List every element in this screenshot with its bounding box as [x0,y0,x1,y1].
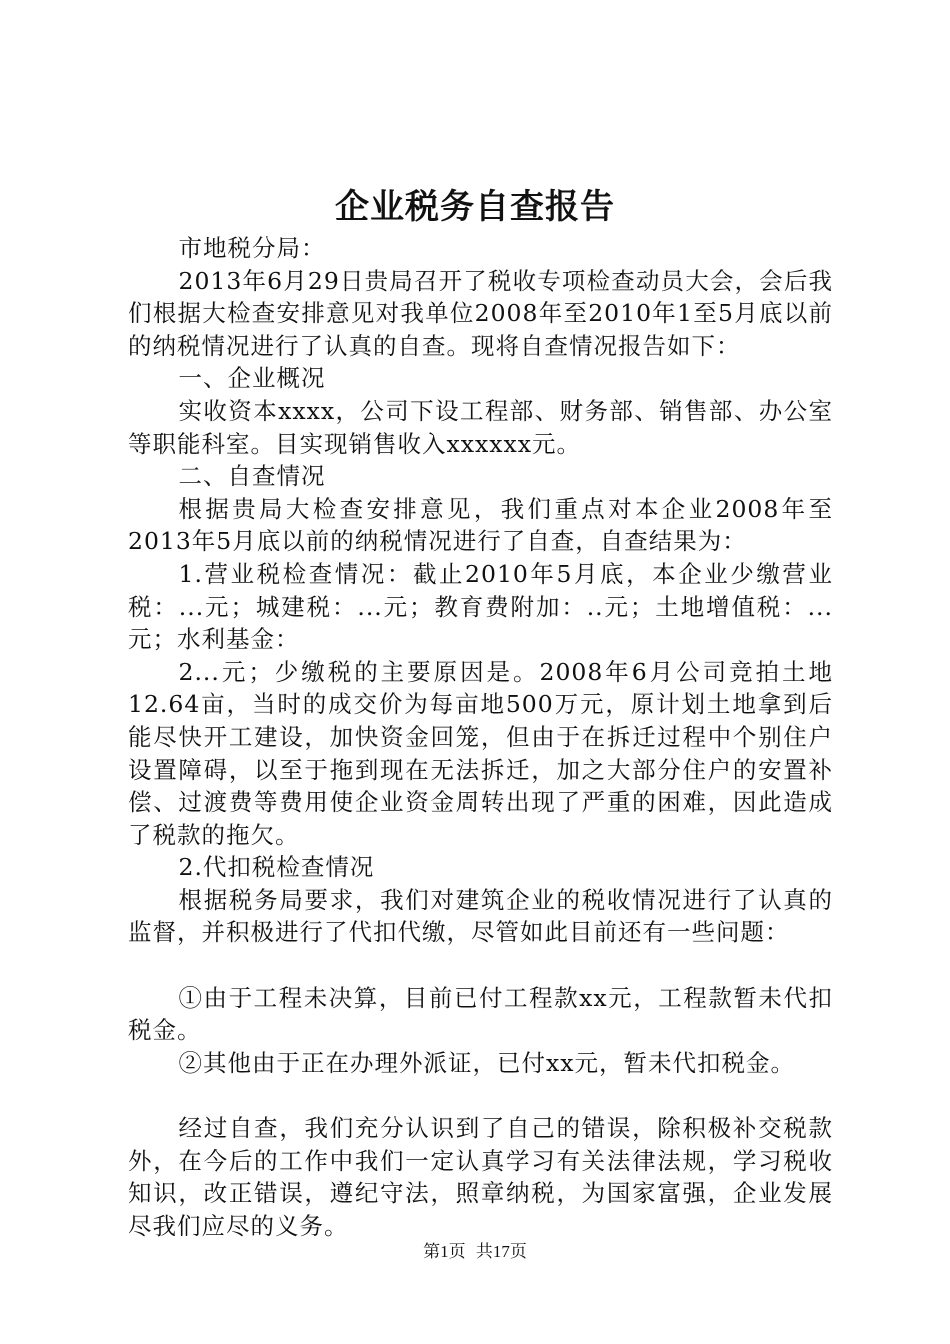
page-total: 共17页 [475,1242,527,1261]
section-heading-overview: 一、企业概况 [178,364,326,393]
document-body [128,232,833,1242]
salutation: 市地税分局： [178,234,326,262]
issue-item-2: ②其他由于正在办理外派证，已付xx元，暂未代扣税金。 [178,1048,796,1077]
intro-paragraph: 2013年6月29日贵局召开了税收专项检查动员大会，会后我们根据大检查安排意见对我单位2008年至2010年1至5月底以前的纳税情况进行了认真的自查。现将自查情况报告如下： [128,266,833,360]
blank-line [128,949,833,982]
section-heading-self-check: 二、自查情况 [178,462,326,491]
document-title: 企业税务自查报告 [335,187,615,227]
blank-line [128,1079,833,1112]
overview-paragraph: 实收资本xxxx，公司下设工程部、财务部、销售部、办公室等职能科室。目实现销售收入xxxxxx元。 [128,396,833,458]
self-check-paragraph: 根据贵局大检查安排意见，我们重点对本企业2008年至2013年5月底以前的纳税情况进行了自查，自查结果为： [128,494,833,556]
withholding-paragraph: 根据税务局要求，我们对建筑企业的税收情况进行了认真的监督，并积极进行了代扣代缴，尽管如此目前还有一些问题： [128,885,833,947]
underpayment-reason-paragraph: 2...元；少缴税的主要原因是。2008年6月公司竞拍土地12.64亩，当时的成交价为每亩地500万元，原计划土地拿到后能尽快开工建设，加快资金回笼，但由于在拆迁过程中个别住户设置障碍，以至于拖到现在无法拆迁，加之大部分住户的安置补偿、过渡费等费用使企业资金周转出现了严重的困难，因此造成了税款的拖欠。 [128,657,833,849]
issue-item-1: ①由于工程未决算，目前已付工程款xx元，工程款暂未代扣税金。 [128,983,833,1045]
page-number: 第1页 [423,1242,466,1261]
subheading-withholding: 2.代扣税检查情况 [178,853,375,882]
conclusion-paragraph: 经过自查，我们充分认识到了自己的错误，除积极补交税款外，在今后的工作中我们一定认真学习有关法律法规，学习税收知识，改正错误，遵纪守法，照章纳税，为国家富强，企业发展尽我们应尽的义务。 [128,1114,833,1240]
page-footer [0,1240,950,1264]
business-tax-paragraph: 1.营业税检查情况：截止2010年5月底，本企业少缴营业税：...元；城建税：...元；教育费附加：..元；土地增值税：...元；水利基金： [128,559,833,654]
